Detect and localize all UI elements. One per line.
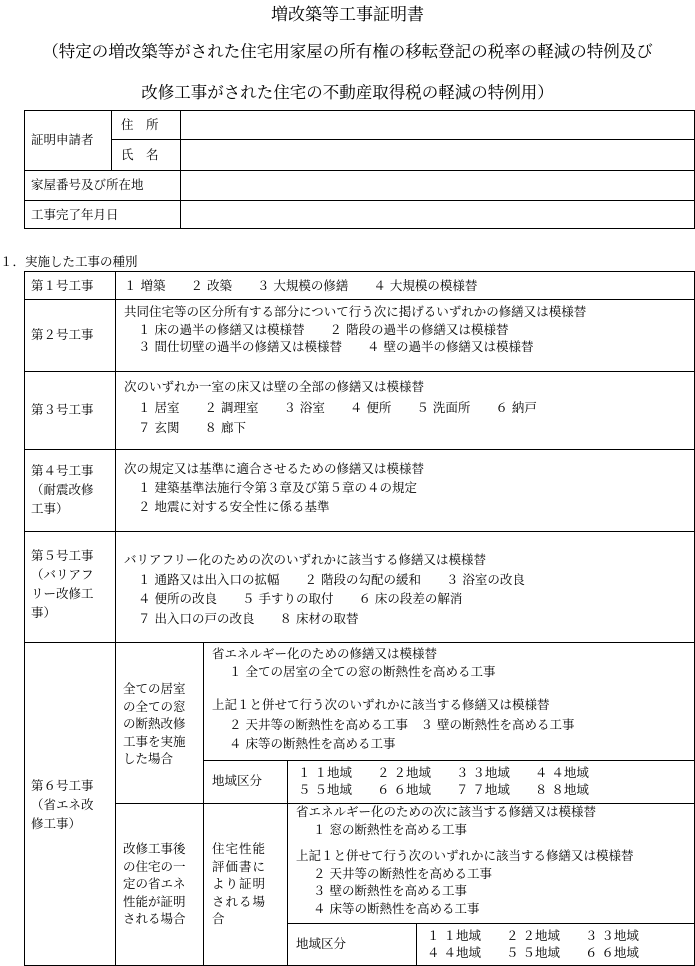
caseB-sublabel-line: より証明 — [212, 876, 267, 891]
work1-options: １ 増築 ２ 改築 ３ 大規模の修繕 ４ 大規模の模様替 — [124, 278, 478, 293]
work6-label-line: （省エネ改 — [31, 797, 94, 812]
work6-label-line: 修工事） — [31, 816, 82, 831]
work4-label-line: 工事） — [31, 501, 69, 516]
work5-label-line: （バリアフ — [31, 567, 94, 582]
caseB-label-line: 性能が証明 — [123, 893, 186, 909]
divider — [287, 803, 288, 966]
divider — [111, 110, 112, 170]
caseB-region-row2: ４ ４地域 ５ ５地域 ６ ６地域 — [427, 945, 639, 960]
divider — [115, 271, 116, 966]
caseA-options-row2: ４ 床等の断熱性を高める工事 — [229, 736, 396, 751]
caseB-label-line: 定の省エネ — [123, 876, 186, 891]
caseB-sublabel-line: される場 — [212, 893, 267, 909]
caseB-combined-description: 上記１と併せて行う次のいずれかに該当する修繕又は模様替 — [296, 848, 634, 863]
caseB-label-line: の住宅の一 — [123, 858, 186, 874]
caseA-option1: １ 全ての居室の全ての窓の断熱性を高める工事 — [229, 663, 496, 679]
applicant-label: 証明申請者 — [31, 132, 94, 147]
caseA-region-label: 地域区分 — [212, 773, 263, 788]
caseB-region-options — [427, 927, 639, 961]
document-title: 増改築等工事証明書 — [271, 5, 424, 25]
caseB-option1: １ 窓の断熱性を高める工事 — [313, 821, 467, 837]
caseB-sublabel-line: 評価書に — [212, 858, 267, 874]
section1-title: １．実施した工事の種別 — [0, 254, 138, 269]
work2-content — [124, 303, 586, 356]
work4-option2: ２ 地震に対する安全性に係る基準 — [138, 499, 330, 514]
work5-options-row1: １ 通路又は出入口の拡幅 ２ 階段の勾配の緩和 ３ 浴室の改良 — [138, 571, 525, 587]
work5-options-row2: ４ 便所の改良 ５ 手すりの取付 ６ 床の段差の解消 — [138, 591, 463, 606]
work5-label — [31, 546, 94, 622]
work4-option1: １ 建築基準法施行令第３章及び第５章の４の規定 — [138, 480, 417, 495]
work6-caseA-content — [212, 645, 574, 753]
caseB-description: 省エネルギー化のための次に該当する修繕又は模様替 — [296, 804, 597, 819]
house-number-label: 家屋番号及び所在地 — [31, 177, 144, 192]
caseA-label-line: 工事を実施 — [123, 733, 186, 749]
divider — [24, 170, 695, 171]
caseA-options-row1: ２ 天井等の断熱性を高める工事 ３ 壁の断熱性を高める工事 — [229, 716, 575, 732]
work6-caseB-sublabel — [212, 840, 266, 928]
divider — [416, 923, 417, 966]
work4-label-line: 第４号工事 — [31, 463, 94, 478]
divider — [24, 449, 695, 450]
divider — [24, 531, 695, 532]
name-label: 氏 名 — [121, 147, 159, 162]
caseB-option2: ２ 天井等の断熱性を高める工事 — [313, 865, 492, 881]
caseB-label-line: される場合 — [123, 911, 186, 926]
caseB-label-line: 改修工事後 — [123, 841, 186, 856]
caseA-label-line: 全ての居室 — [123, 681, 186, 696]
document-subtitle-line2: 改修工事がされた住宅の不動産取得税の軽減の特例用） — [141, 83, 554, 102]
work6-label — [31, 776, 94, 833]
caseA-combined-description: 上記１と併せて行う次のいずれかに該当する修繕又は模様替 — [212, 697, 550, 712]
work2-options-row1: １ 床の過半の修繕又は模様替 ２ 階段の過半の修繕又は模様替 — [138, 321, 509, 337]
work3-label: 第３号工事 — [31, 402, 94, 417]
divider — [111, 139, 695, 140]
work5-content — [124, 550, 525, 628]
completion-date-label: 工事完了年月日 — [31, 207, 119, 222]
work3-options-row1: １ 居室 ２ 調理室 ３ 浴室 ４ 便所 ５ 洗面所 ６ 納戸 — [138, 399, 537, 415]
caseB-sublabel-line: 合 — [212, 911, 226, 926]
work6-caseB-content — [296, 803, 634, 917]
work4-description: 次の規定又は基準に適合させるための修繕又は模様替 — [124, 461, 425, 476]
divider — [24, 371, 695, 372]
caseA-label-line: の全ての窓 — [123, 698, 186, 714]
work5-label-line: リー改修工 — [31, 586, 94, 601]
work2-description: 共同住宅等の区分所有する部分について行う次に掲げるいずれかの修繕又は模様替 — [124, 304, 587, 319]
divider — [24, 642, 695, 643]
work6-caseB-label — [123, 840, 186, 928]
caseB-region-row1: １ １地域 ２ ２地域 ３ ３地域 — [427, 928, 639, 943]
caseA-label-line: の断熱改修 — [123, 716, 186, 731]
caseB-region-label: 地域区分 — [296, 936, 347, 951]
divider — [287, 923, 695, 924]
divider — [287, 760, 288, 803]
work3-options-row2: ７ 玄関 ８ 廊下 — [138, 420, 246, 435]
divider — [24, 200, 695, 201]
work4-label-line: （耐震改修 — [31, 482, 94, 497]
work3-description: 次のいずれか一室の床又は壁の全部の修繕又は模様替 — [124, 379, 425, 394]
work5-label-line: 事） — [31, 605, 57, 620]
divider — [180, 110, 181, 229]
work2-label: 第２号工事 — [31, 327, 94, 342]
work3-content — [124, 378, 537, 437]
work5-description: バリアフリー化のための次のいずれかに該当する修繕又は模様替 — [124, 552, 487, 567]
divider — [203, 642, 204, 966]
work6-caseA-label — [123, 680, 186, 768]
address-label: 住 所 — [121, 117, 159, 132]
work5-options-row3: ７ 出入口の戸の改良 ８ 床材の取替 — [138, 610, 359, 626]
work5-label-line: 第５号工事 — [31, 548, 94, 563]
work4-content — [124, 459, 424, 516]
caseB-sublabel-line: 住宅性能 — [212, 841, 267, 856]
document-subtitle-line1: （特定の増改築等がされた住宅用家屋の所有権の移転登記の税率の軽減の特例及び — [42, 42, 653, 61]
caseA-region-row1: １ １地域 ２ ２地域 ３ ３地域 ４ ４地域 — [298, 765, 589, 780]
divider — [24, 299, 695, 300]
caseA-label-line: した場合 — [123, 751, 174, 766]
caseB-option3: ３ 壁の断熱性を高める工事 — [313, 883, 467, 898]
caseA-description: 省エネルギー化のための修繕又は模様替 — [212, 646, 438, 661]
work6-label-line: 第６号工事 — [31, 778, 94, 793]
caseA-region-options — [298, 764, 589, 798]
caseA-region-row2: ５ ５地域 ６ ６地域 ７ ７地域 ８ ８地域 — [298, 782, 589, 797]
work1-label: 第１号工事 — [31, 278, 94, 293]
work4-label — [31, 461, 94, 518]
caseB-option4: ４ 床等の断熱性を高める工事 — [313, 900, 480, 916]
divider — [203, 760, 695, 761]
work2-options-row2: ３ 間仕切壁の過半の修繕又は模様替 ４ 壁の過半の修繕又は模様替 — [138, 339, 534, 354]
